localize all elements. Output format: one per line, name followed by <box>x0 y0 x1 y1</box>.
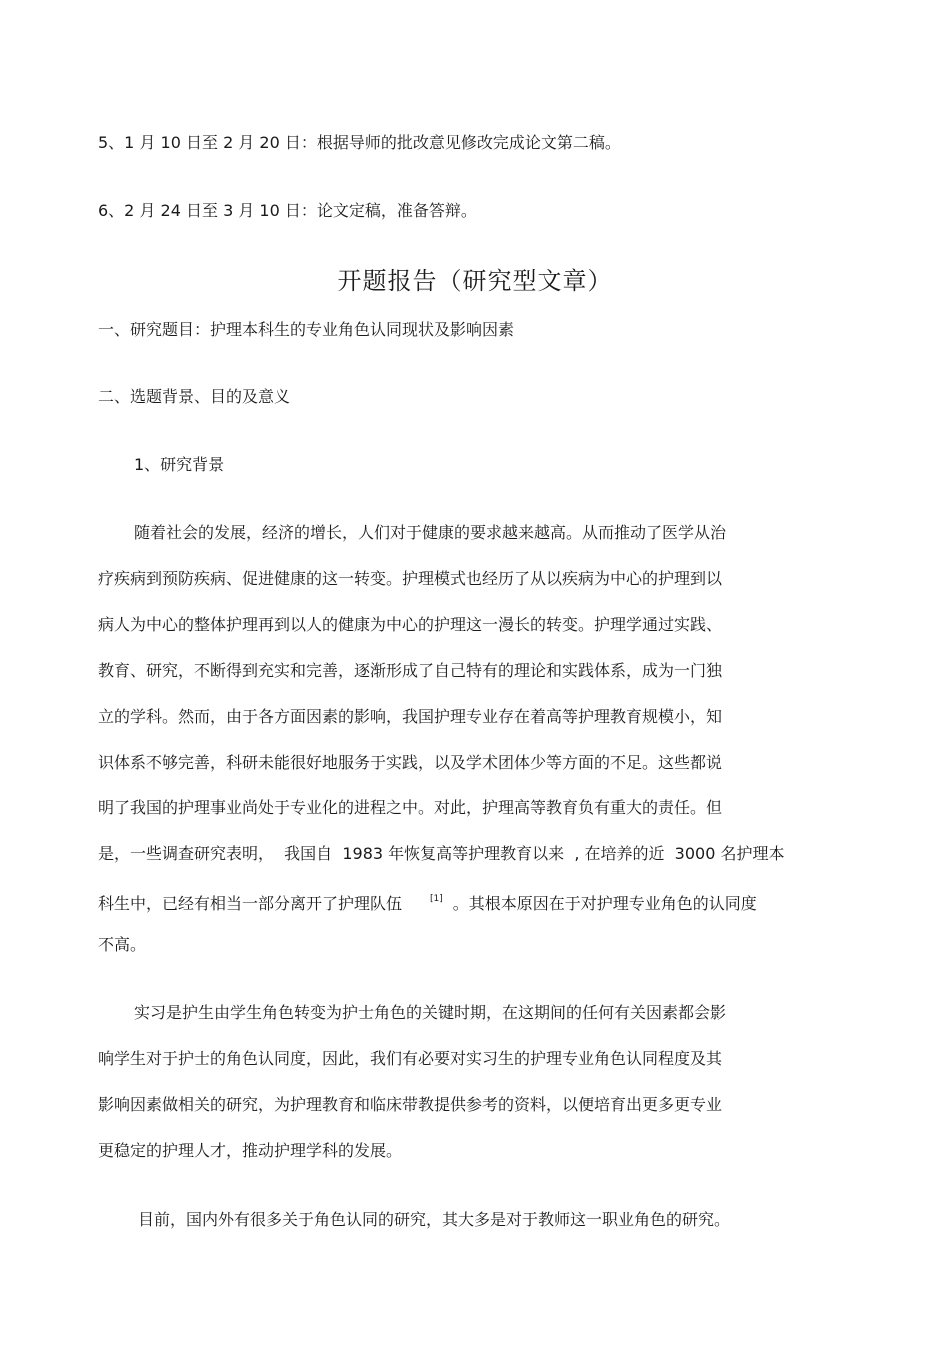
para1-line: 随着社会的发展，经济的增长，人们对于健康的要求越来越高。从而推动了医学从治 <box>134 523 727 542</box>
sub-heading-background: 1、研究背景 <box>134 455 225 474</box>
para1-line-text: 。其根本原因在于对护理专业角色的认同度 <box>452 894 757 913</box>
para2-line: 影响因素做相关的研究，为护理教育和临床带教提供参考的资料，以便培育出更多更专业 <box>98 1095 723 1114</box>
schedule-item-6: 6、2 月 24 日至 3 月 10 日：论文定稿，准备答辩。 <box>98 201 477 220</box>
para2-line: 响学生对于护士的角色认同度，因此，我们有必要对实习生的护理专业角色认同程度及其 <box>98 1049 723 1068</box>
para1-line: 明了我国的护理事业尚处于专业化的进程之中。对此，护理高等教育负有重大的责任。但 <box>98 798 723 817</box>
para1-line: 立的学科。然而，由于各方面因素的影响，我国护理专业存在着高等护理教育规模小，知 <box>98 707 723 726</box>
background-heading: 二、选题背景、目的及意义 <box>98 387 291 406</box>
para1-line: 不高。 <box>98 935 147 954</box>
para1-line-text: 科生中，已经有相当一部分离开了护理队伍 <box>98 894 403 913</box>
citation-1: [1] <box>430 894 443 904</box>
research-topic: 一、研究题目：护理本科生的专业角色认同现状及影响因素 <box>98 320 515 339</box>
para2-line: 实习是护生由学生角色转变为护士角色的关键时期，在这期间的任何有关因素都会影 <box>134 1003 727 1022</box>
para1-line: 病人为中心的整体护理再到以人的健康为中心的护理这一漫长的转变。护理学通过实践、 <box>98 615 723 634</box>
para3-line: 目前，国内外有很多关于角色认同的研究，其大多是对于教师这一职业角色的研究。 <box>138 1210 731 1229</box>
para1-line: 教育、研究，不断得到充实和完善，逐渐形成了自己特有的理论和实践体系，成为一门独 <box>98 661 723 680</box>
para1-line <box>98 889 757 914</box>
para1-line: 识体系不够完善，科研未能很好地服务于实践，以及学术团体少等方面的不足。这些都说 <box>98 753 723 772</box>
para1-line: 是，一些调查研究表明， 我国自 1983 年恢复高等护理教育以来 , 在培养的近 3000 名护理本 <box>98 844 785 863</box>
report-title: 开题报告（研究型文章） <box>337 267 613 295</box>
para1-line: 疗疾病到预防疾病、促进健康的这一转变。护理模式也经历了从以疾病为中心的护理到以 <box>98 569 723 588</box>
schedule-item-5: 5、1 月 10 日至 2 月 20 日：根据导师的批改意见修改完成论文第二稿。 <box>98 133 621 152</box>
para2-line: 更稳定的护理人才，推动护理学科的发展。 <box>98 1141 403 1160</box>
